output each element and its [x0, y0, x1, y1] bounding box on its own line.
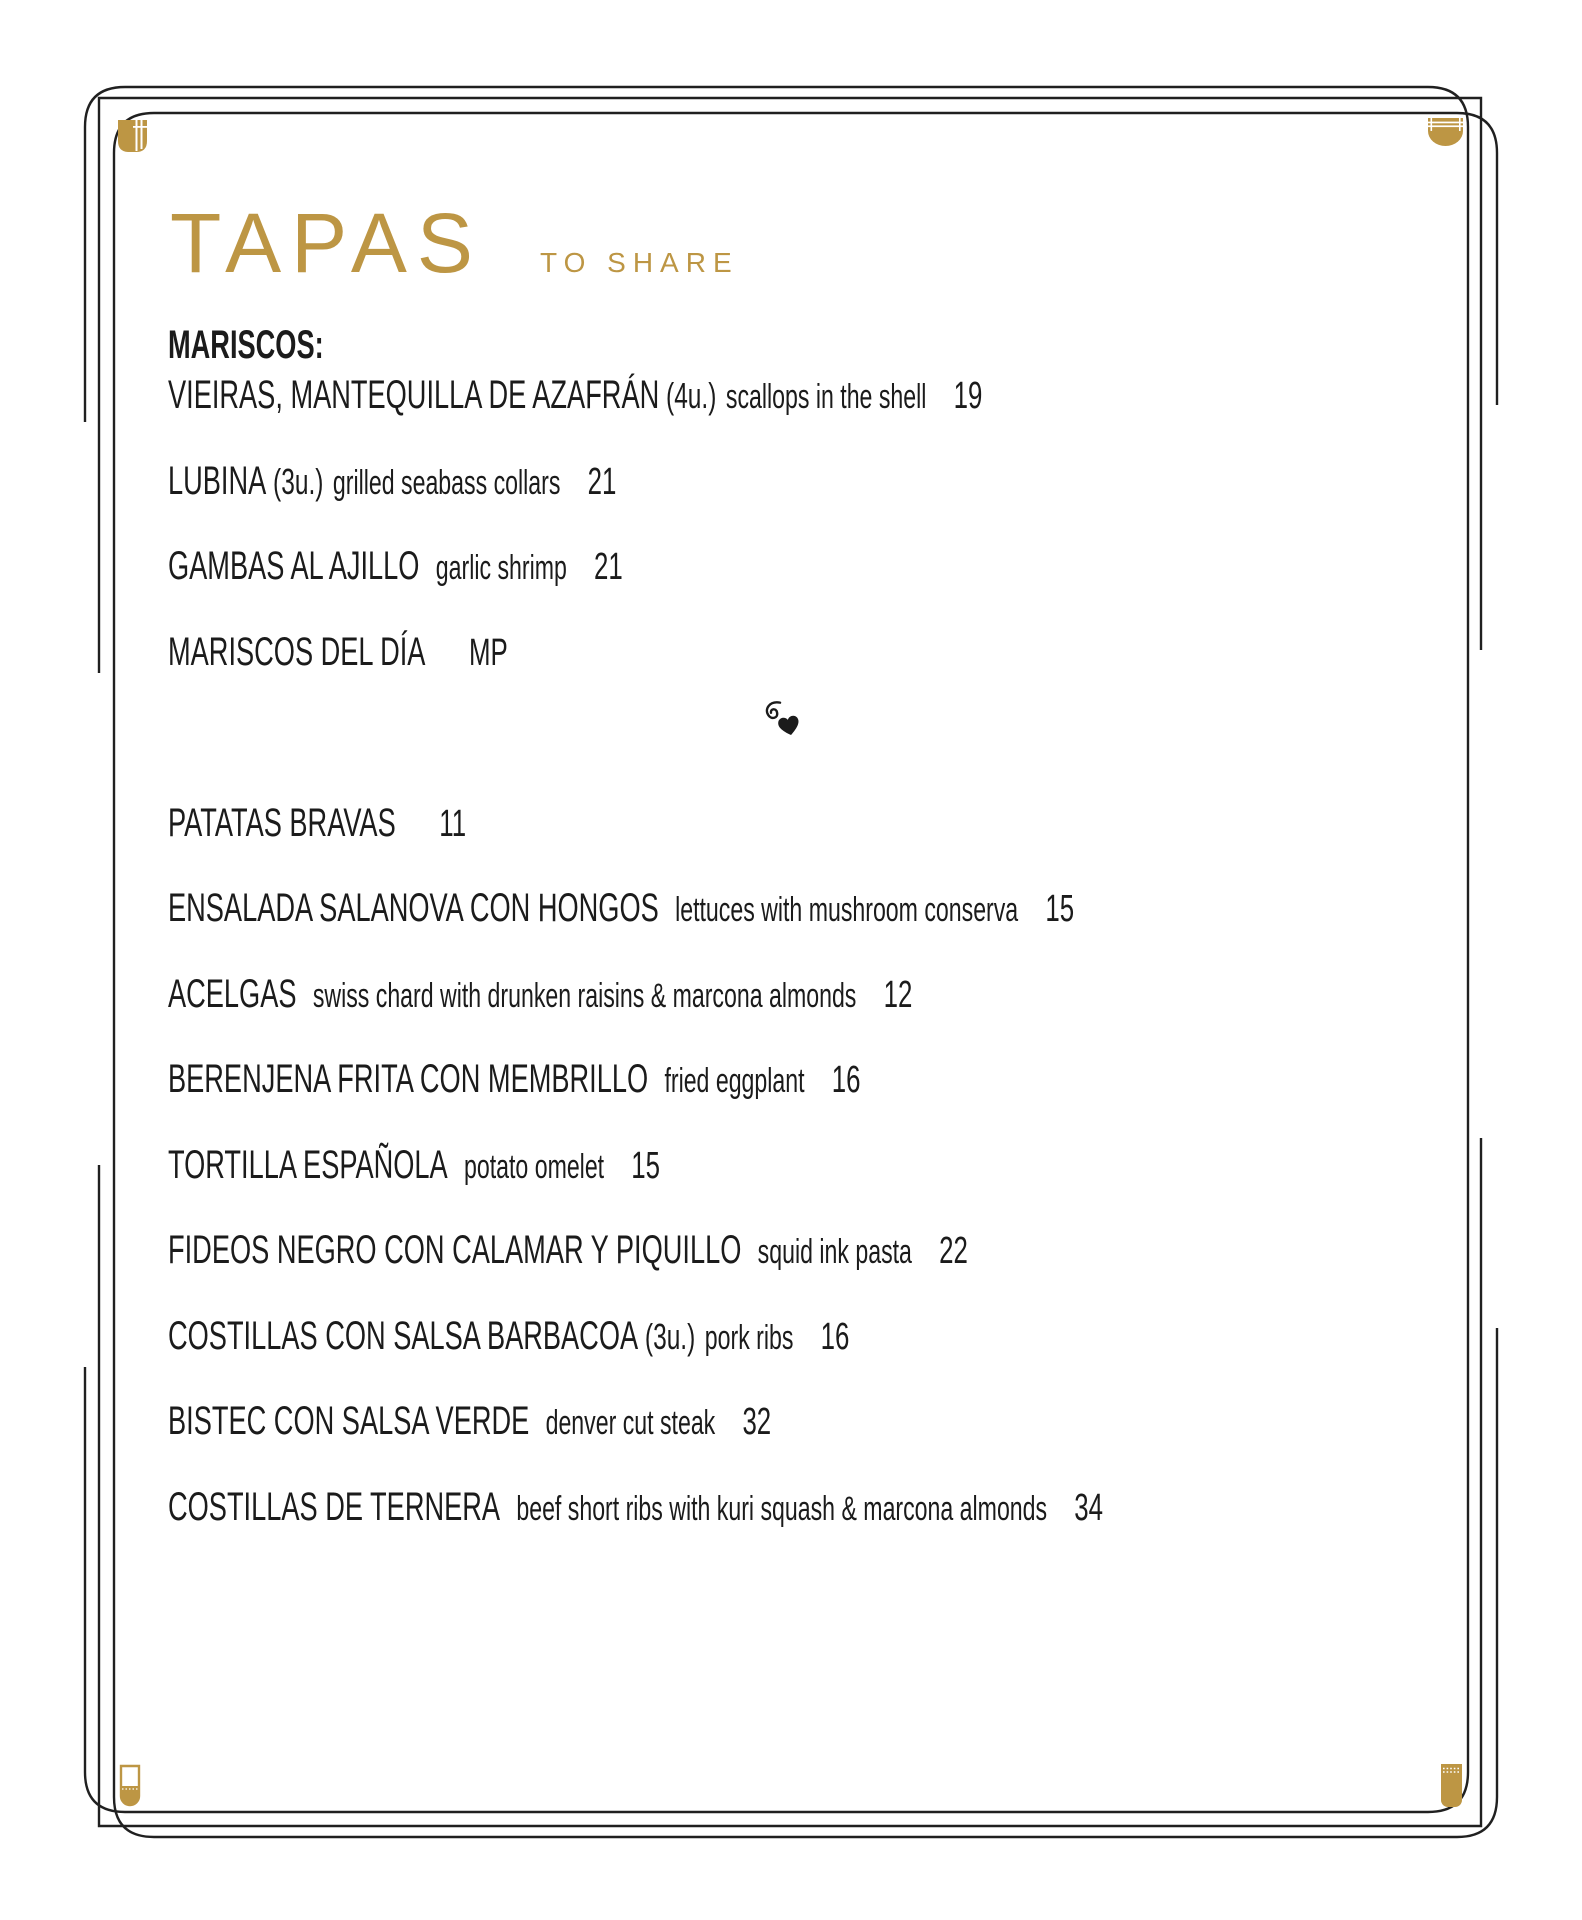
item-unit: (4u.)	[666, 375, 717, 416]
item-name: COSTILLAS DE TERNERA	[168, 1484, 501, 1529]
item-name: BERENJENA FRITA CON MEMBRILLO	[168, 1057, 649, 1101]
item-description: pork ribs	[704, 1318, 794, 1357]
item-description: scallops in the shell	[725, 378, 927, 416]
menu-item	[168, 1230, 1528, 1316]
menu-item	[168, 546, 1528, 632]
item-price: 22	[939, 1230, 968, 1272]
item-description: garlic shrimp	[435, 549, 567, 587]
menu-item	[168, 800, 1528, 889]
item-price: 16	[831, 1059, 861, 1101]
menu-item	[168, 1401, 1528, 1487]
item-description: beef short ribs with kuri squash & marcona almonds	[516, 1489, 1048, 1528]
item-price: 21	[587, 460, 617, 503]
item-description: denver cut steak	[545, 1404, 716, 1442]
menu-item	[168, 1313, 1528, 1402]
item-name: MARISCOS DEL DÍA	[168, 629, 426, 674]
item-name: ACELGAS	[168, 971, 297, 1016]
menu-item	[168, 888, 1528, 974]
section-divider-space	[168, 717, 1582, 803]
item-price: 16	[820, 1315, 850, 1358]
item-price: 34	[1074, 1486, 1104, 1529]
item-price: 19	[953, 375, 983, 417]
item-description: fried eggplant	[664, 1062, 805, 1100]
item-price: 11	[439, 802, 467, 845]
item-price: 21	[594, 546, 623, 588]
item-description: swiss chard with drunken raisins & marcona almonds	[312, 976, 857, 1015]
menu-item	[168, 971, 1528, 1060]
item-name: PATATAS BRAVAS	[168, 800, 396, 845]
item-name: TORTILLA ESPAÑOLA	[168, 1142, 448, 1187]
menu-subtitle: TO SHARE	[540, 247, 739, 278]
item-name: VIEIRAS, MANTEQUILLA DE AZAFRÁN	[168, 373, 660, 417]
menu-items-list	[168, 375, 1582, 1572]
item-name: FIDEOS NEGRO CON CALAMAR Y PIQUILLO	[168, 1228, 742, 1272]
item-price: 12	[883, 973, 913, 1016]
item-name: BISTEC CON SALSA VERDE	[168, 1399, 530, 1443]
item-name: GAMBAS AL AJILLO	[168, 544, 420, 588]
item-unit: (3u.)	[644, 1315, 696, 1357]
menu-item	[168, 458, 1528, 547]
item-description: lettuces with mushroom conserva	[675, 891, 1019, 929]
menu-item	[168, 1484, 1528, 1573]
menu-item	[168, 375, 1528, 461]
tumbler-half-full-glass-icon	[121, 1766, 139, 1805]
item-name: LUBINA	[168, 458, 267, 503]
menu-item	[168, 1059, 1528, 1145]
item-price: 15	[1045, 888, 1075, 930]
item-price: 32	[742, 1401, 772, 1443]
menu-item	[168, 1142, 1528, 1231]
section-heading-mariscos: MARISCOS:	[168, 323, 324, 367]
item-price: MP	[468, 631, 508, 674]
item-description: squid ink pasta	[757, 1233, 912, 1271]
highball-glass-icon	[1441, 1764, 1462, 1807]
floral-heart-ornament-icon	[762, 698, 808, 744]
item-price: 15	[631, 1144, 661, 1187]
item-name: COSTILLAS CON SALSA BARBACOA	[168, 1313, 639, 1358]
item-unit: (3u.)	[273, 460, 324, 502]
rocks-glass-icon	[118, 120, 147, 152]
menu-item	[168, 629, 1528, 718]
item-description: potato omelet	[464, 1147, 605, 1186]
item-description: grilled seabass collars	[332, 463, 561, 502]
item-name: ENSALADA SALANOVA CON HONGOS	[168, 886, 659, 930]
menu-title: TAPAS	[170, 196, 483, 290]
coupe-glass-icon	[1428, 118, 1463, 146]
